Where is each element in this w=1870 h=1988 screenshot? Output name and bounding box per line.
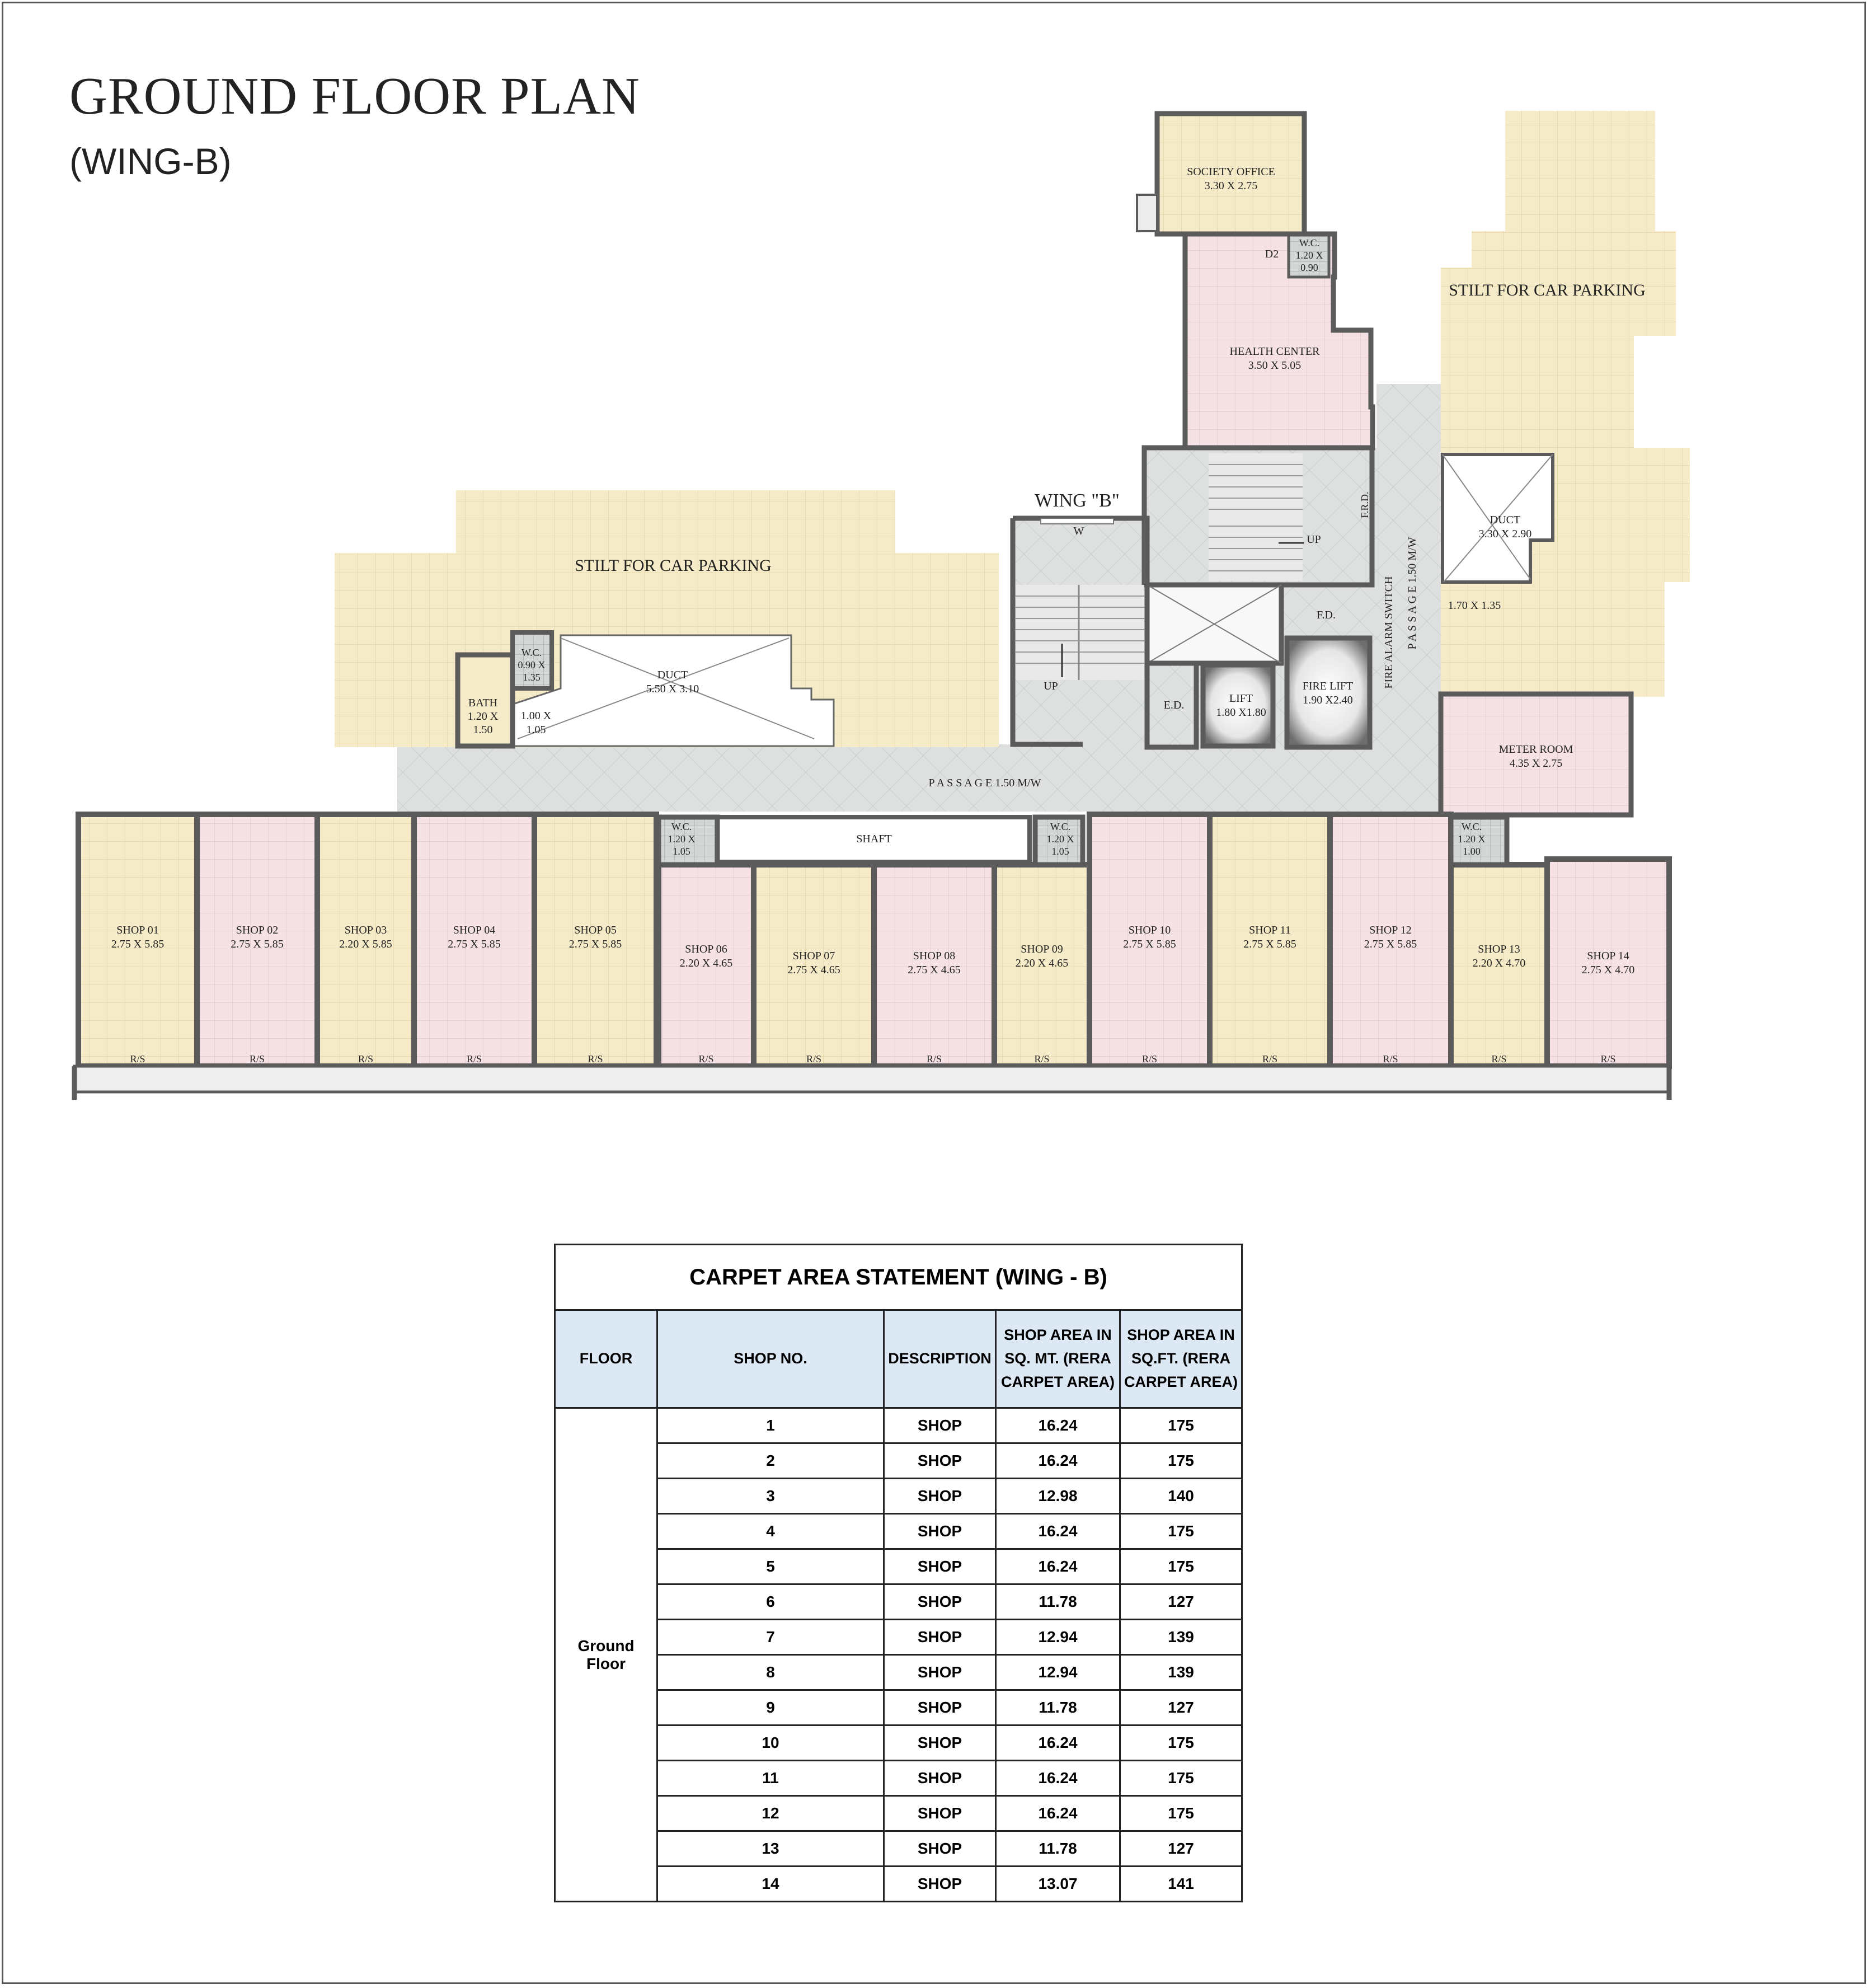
wc-stilt-name: W.C. (521, 647, 542, 658)
shop-name: SHOP 05 (574, 924, 617, 936)
rs-label: R/S (588, 1053, 603, 1065)
header-area-sqmt (996, 1310, 1120, 1408)
shop-no-cell: 14 (657, 1867, 884, 1902)
area-sqft-cell: 139 (1120, 1620, 1242, 1655)
rs-label: R/S (926, 1053, 942, 1065)
hc-wc-size: 0.90 (1300, 262, 1318, 273)
table-caption: CARPET AREA STATEMENT (WING - B) (555, 1245, 1242, 1310)
area-sqft-cell: 175 (1120, 1549, 1242, 1584)
shop-size: 2.75 X 5.85 (1364, 938, 1417, 950)
wc-c-name: W.C. (1461, 821, 1482, 832)
shop-size: 2.20 X 4.65 (1015, 957, 1069, 969)
area-sqmt-cell: 16.24 (996, 1796, 1120, 1831)
table-row (555, 1514, 1242, 1549)
hc-wc-size: 1.20 X (1295, 250, 1323, 261)
table-row (555, 1620, 1242, 1655)
rs-label: R/S (1383, 1053, 1398, 1065)
shop-no-cell: 8 (657, 1655, 884, 1690)
area-sqft-cell: 127 (1120, 1584, 1242, 1620)
society-office-size: 3.30 X 2.75 (1204, 180, 1258, 192)
shop-name: SHOP 14 (1587, 950, 1629, 962)
shop-name: SHOP 03 (344, 924, 387, 936)
table-row (555, 1761, 1242, 1796)
shop-no-cell: 3 (657, 1479, 884, 1514)
description-cell: SHOP (884, 1443, 996, 1479)
description-cell: SHOP (884, 1479, 996, 1514)
wc-a-size: 1.05 (673, 846, 690, 857)
ed-label: E.D. (1163, 699, 1185, 711)
shaft-label: SHAFT (856, 833, 892, 845)
hc-wc-name: W.C. (1299, 237, 1320, 248)
wc-b-name: W.C. (1050, 821, 1071, 832)
table-row (555, 1479, 1242, 1514)
duct-left-size: 5.50 X 3.10 (646, 683, 699, 695)
fd-label: F.D. (1317, 609, 1336, 621)
table-row (555, 1726, 1242, 1761)
shop-size: 2.75 X 5.85 (448, 938, 501, 950)
header-area-sqmt-line: SHOP AREA IN (1004, 1326, 1112, 1344)
area-sqmt-cell: 16.24 (996, 1443, 1120, 1479)
table-row (555, 1796, 1242, 1831)
shop-no-cell: 5 (657, 1549, 884, 1584)
up-label: UP (1044, 680, 1058, 692)
shop-name: SHOP 10 (1128, 924, 1171, 936)
frd-label: F.R.D. (1359, 491, 1370, 518)
floor-cell: Ground Floor (555, 1408, 657, 1902)
health-center (1185, 234, 1373, 448)
area-sqmt-cell: 12.94 (996, 1620, 1120, 1655)
shop-no-cell: 10 (657, 1726, 884, 1761)
passage-horizontal (397, 744, 1444, 812)
area-sqmt-cell: 12.94 (996, 1655, 1120, 1690)
rs-label: R/S (466, 1053, 482, 1065)
up-label: UP (1307, 533, 1321, 546)
shop-no-cell: 4 (657, 1514, 884, 1549)
area-sqft-cell: 175 (1120, 1726, 1242, 1761)
area-sqmt-cell: 16.24 (996, 1549, 1120, 1584)
area-sqmt-cell: 16.24 (996, 1514, 1120, 1549)
shop-no-cell: 12 (657, 1796, 884, 1831)
shop-size: 2.75 X 4.65 (908, 964, 961, 976)
area-sqft-cell: 175 (1120, 1514, 1242, 1549)
wing-label: WING "B" (1035, 490, 1120, 511)
shop-name: SHOP 04 (453, 924, 496, 936)
passage-vertical-label: P A S S A G E 1.50 M/W (1406, 537, 1418, 650)
stilt-left-label: STILT FOR CAR PARKING (575, 556, 772, 575)
shop-size: 2.20 X 5.85 (339, 938, 392, 950)
duct-right-size: 3.30 X 2.90 (1478, 528, 1532, 540)
header-area-sqft-line: SQ.FT. (RERA (1131, 1350, 1231, 1367)
w-label: W (1073, 525, 1084, 537)
wc-stilt-size: 1.35 (523, 672, 541, 683)
passage-horizontal-label: P A S S A G E 1.50 M/W (928, 777, 1041, 789)
bath-size: 1.20 X (467, 710, 499, 723)
area-sqft-cell: 175 (1120, 1761, 1242, 1796)
shop-no-cell: 11 (657, 1761, 884, 1796)
meter-room-size: 4.35 X 2.75 (1509, 757, 1563, 770)
shop-no-cell: 6 (657, 1584, 884, 1620)
description-cell: SHOP (884, 1796, 996, 1831)
shop-14 (1547, 859, 1669, 1066)
society-office-steps (1137, 195, 1157, 231)
shop-size: 2.75 X 5.85 (111, 938, 165, 950)
area-sqft-cell: 127 (1120, 1690, 1242, 1726)
header-area-sqmt-line: CARPET AREA) (1000, 1373, 1115, 1390)
area-sqft-cell: 141 (1120, 1867, 1242, 1902)
header-area-sqft (1120, 1310, 1242, 1408)
rs-label: R/S (358, 1053, 374, 1065)
shop-name: SHOP 06 (685, 943, 727, 955)
shop-name: SHOP 02 (236, 924, 279, 936)
stair-flight-lower (1016, 585, 1144, 680)
area-sqft-cell: 175 (1120, 1443, 1242, 1479)
shop-size: 2.75 X 4.70 (1581, 964, 1635, 976)
area-sqmt-cell: 16.24 (996, 1761, 1120, 1796)
fire-lift-name: FIRE LIFT (1302, 680, 1354, 692)
shop-no-cell: 9 (657, 1690, 884, 1726)
shop-name: SHOP 08 (913, 950, 956, 962)
rs-label: R/S (806, 1053, 822, 1065)
carpet-area-table (554, 1244, 1243, 1902)
description-cell: SHOP (884, 1408, 996, 1443)
lift-name: LIFT (1229, 692, 1253, 705)
wc-c-size: 1.00 (1463, 846, 1481, 857)
wc-b-size: 1.20 X (1046, 833, 1074, 845)
shop-name: SHOP 09 (1021, 943, 1063, 955)
shop-name: SHOP 13 (1478, 943, 1520, 955)
area-sqmt-cell: 12.98 (996, 1479, 1120, 1514)
area-sqft-cell: 175 (1120, 1796, 1242, 1831)
rs-label: R/S (698, 1053, 714, 1065)
stilt-right-label: STILT FOR CAR PARKING (1449, 281, 1646, 299)
table-row (555, 1655, 1242, 1690)
description-cell: SHOP (884, 1831, 996, 1867)
shop-size: 2.75 X 5.85 (1123, 938, 1176, 950)
rs-label: R/S (1141, 1053, 1158, 1065)
bath-note: 1.05 (526, 724, 546, 736)
duct-right-note: 1.70 X 1.35 (1448, 599, 1501, 612)
area-sqft-cell: 175 (1120, 1408, 1242, 1443)
table-row (555, 1831, 1242, 1867)
area-sqmt-cell: 11.78 (996, 1831, 1120, 1867)
shop-size: 2.75 X 5.85 (231, 938, 284, 950)
fire-alarm-label: FIRE ALARM SWITCH (1383, 576, 1395, 689)
health-center-name: HEALTH CENTER (1229, 345, 1320, 358)
shop-no-cell: 13 (657, 1831, 884, 1867)
table-row (555, 1584, 1242, 1620)
header-area-sqmt-line: SQ. MT. (RERA (1004, 1350, 1111, 1367)
rs-label: R/S (249, 1053, 265, 1065)
description-cell: SHOP (884, 1620, 996, 1655)
wc-a-name: W.C. (671, 821, 692, 832)
shop-size: 2.20 X 4.70 (1472, 957, 1526, 969)
duct-right-name: DUCT (1490, 514, 1521, 526)
area-sqmt-cell: 11.78 (996, 1690, 1120, 1726)
description-cell: SHOP (884, 1514, 996, 1549)
fire-lift-size: 1.90 X2.40 (1303, 694, 1353, 706)
bath-note: 1.00 X (520, 710, 552, 722)
shop-name: SHOP 11 (1249, 924, 1291, 936)
society-office-name: SOCIETY OFFICE (1187, 166, 1275, 178)
bath-size: 1.50 (473, 724, 493, 736)
d2-label: D2 (1265, 248, 1279, 260)
table-row (555, 1549, 1242, 1584)
stair-flight-upper (1209, 453, 1304, 581)
description-cell: SHOP (884, 1655, 996, 1690)
description-cell: SHOP (884, 1867, 996, 1902)
table-row (555, 1408, 1242, 1443)
wc-c-size: 1.20 X (1458, 833, 1486, 845)
rs-label: R/S (1600, 1053, 1616, 1065)
fire-lift (1287, 638, 1370, 747)
lift-size: 1.80 X1.80 (1216, 706, 1266, 719)
wc-a-size: 1.20 X (668, 833, 696, 845)
wc-b-size: 1.05 (1051, 846, 1069, 857)
header-floor: FLOOR (555, 1310, 657, 1408)
header-shop-no: SHOP NO. (657, 1310, 884, 1408)
wc-stilt-size: 0.90 X (518, 659, 546, 671)
area-sqft-cell: 140 (1120, 1479, 1242, 1514)
rs-label: R/S (1034, 1053, 1050, 1065)
shop-size: 2.75 X 5.85 (1243, 938, 1296, 950)
shop-name: SHOP 07 (792, 950, 835, 962)
header-description: DESCRIPTION (884, 1310, 996, 1408)
shop-name: SHOP 12 (1369, 924, 1412, 936)
area-sqft-cell: 127 (1120, 1831, 1242, 1867)
description-cell: SHOP (884, 1690, 996, 1726)
table-row (555, 1443, 1242, 1479)
shop-size: 2.75 X 4.65 (787, 964, 840, 976)
shop-no-cell: 2 (657, 1443, 884, 1479)
header-area-sqft-line: CARPET AREA) (1124, 1373, 1238, 1390)
shop-size: 2.20 X 4.65 (679, 957, 733, 969)
area-sqmt-cell: 16.24 (996, 1408, 1120, 1443)
description-cell: SHOP (884, 1549, 996, 1584)
table-row (555, 1690, 1242, 1726)
health-center-size: 3.50 X 5.05 (1248, 359, 1302, 372)
table-row (555, 1867, 1242, 1902)
page-title: GROUND FLOOR PLAN (69, 67, 640, 125)
description-cell: SHOP (884, 1726, 996, 1761)
bath-name: BATH (468, 697, 498, 709)
description-cell: SHOP (884, 1584, 996, 1620)
area-sqmt-cell: 13.07 (996, 1867, 1120, 1902)
rs-label: R/S (1262, 1053, 1278, 1065)
area-sqmt-cell: 11.78 (996, 1584, 1120, 1620)
shop-size: 2.75 X 5.85 (568, 938, 622, 950)
rs-label: R/S (130, 1053, 145, 1065)
shop-no-cell: 1 (657, 1408, 884, 1443)
duct-left-name: DUCT (657, 669, 688, 681)
rs-label: R/S (1491, 1053, 1507, 1065)
shop-name: SHOP 01 (116, 924, 159, 936)
meter-room-name: METER ROOM (1498, 743, 1573, 756)
area-sqft-cell: 139 (1120, 1655, 1242, 1690)
area-sqmt-cell: 16.24 (996, 1726, 1120, 1761)
lift (1203, 665, 1273, 746)
shop-no-cell: 7 (657, 1620, 884, 1655)
page-subtitle: (WING-B) (69, 140, 232, 182)
description-cell: SHOP (884, 1761, 996, 1796)
header-area-sqft-line: SHOP AREA IN (1127, 1326, 1235, 1344)
shop-frontage (74, 1066, 1669, 1092)
